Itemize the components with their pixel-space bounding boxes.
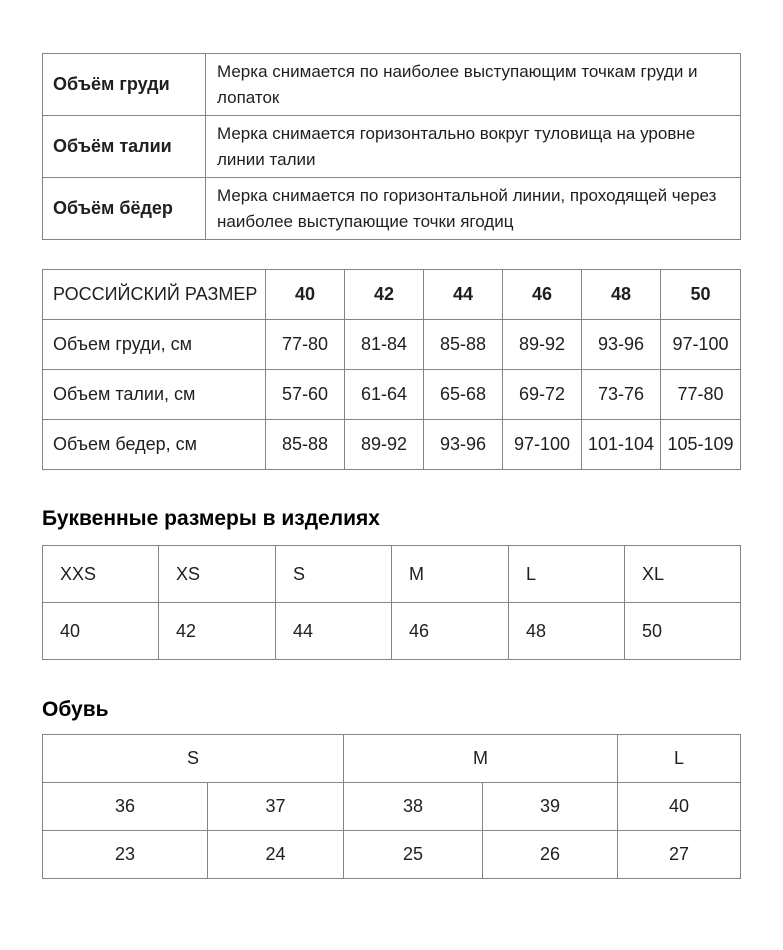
shoe-group-header: L (618, 735, 741, 783)
measurement-label: Объём талии (43, 116, 206, 178)
hips-range: 85-88 (266, 420, 345, 470)
chest-range: 89-92 (503, 320, 582, 370)
waist-range: 57-60 (266, 370, 345, 420)
numeric-size-row (43, 603, 741, 660)
russian-size-value: 46 (503, 270, 582, 320)
waist-row-label: Объем талии, см (43, 370, 266, 420)
shoe-cm-size: 26 (483, 831, 618, 879)
waist-range: 61-64 (345, 370, 424, 420)
shoe-cm-size: 24 (208, 831, 344, 879)
measurement-label: Объём груди (43, 54, 206, 116)
hips-range: 93-96 (424, 420, 503, 470)
shoe-cm-size-row (43, 831, 741, 879)
russian-size-header-label: РОССИЙСКИЙ РАЗМЕР (43, 270, 266, 320)
shoe-cm-size: 25 (344, 831, 483, 879)
chest-range: 81-84 (345, 320, 424, 370)
russian-size-table (42, 269, 741, 470)
shoe-group-header: S (43, 735, 344, 783)
measurements-table (42, 53, 741, 240)
numeric-size-cell: 48 (509, 603, 625, 660)
letter-sizes-title: Буквенные размеры в изделиях (42, 507, 380, 530)
shoe-eu-size: 39 (483, 783, 618, 831)
measurement-description: Мерка снимается по наиболее выступающим точкам груди и лопаток (206, 54, 741, 116)
shoe-eu-size: 40 (618, 783, 741, 831)
shoe-cm-size: 27 (618, 831, 741, 879)
shoe-eu-size: 37 (208, 783, 344, 831)
numeric-size-cell: 46 (392, 603, 509, 660)
shoe-eu-size-row (43, 783, 741, 831)
shoe-eu-size: 38 (344, 783, 483, 831)
russian-size-value: 50 (661, 270, 741, 320)
russian-size-value: 42 (345, 270, 424, 320)
letter-size-cell: M (392, 546, 509, 603)
waist-range: 65-68 (424, 370, 503, 420)
numeric-size-cell: 42 (159, 603, 276, 660)
shoe-group-header-row (43, 735, 741, 783)
numeric-size-cell: 40 (43, 603, 159, 660)
numeric-size-cell: 44 (276, 603, 392, 660)
waist-row (43, 370, 741, 420)
waist-range: 73-76 (582, 370, 661, 420)
russian-size-value: 40 (266, 270, 345, 320)
chest-range: 85-88 (424, 320, 503, 370)
chest-range: 93-96 (582, 320, 661, 370)
measurement-description: Мерка снимается по горизонтальной линии, проходящей через наиболее выступающие точки ягодиц (206, 178, 741, 240)
hips-range: 101-104 (582, 420, 661, 470)
waist-range: 69-72 (503, 370, 582, 420)
hips-row (43, 420, 741, 470)
letter-sizes-table (42, 545, 741, 660)
letter-size-cell: XXS (43, 546, 159, 603)
chest-row (43, 320, 741, 370)
hips-range: 97-100 (503, 420, 582, 470)
measurement-row (43, 116, 741, 178)
russian-size-header-row (43, 270, 741, 320)
measurement-description: Мерка снимается горизонтально вокруг туловища на уровне линии талии (206, 116, 741, 178)
hips-range: 105-109 (661, 420, 741, 470)
chest-range: 97-100 (661, 320, 741, 370)
shoe-group-header: M (344, 735, 618, 783)
letter-size-cell: XS (159, 546, 276, 603)
letter-size-cell: XL (625, 546, 741, 603)
letter-size-cell: S (276, 546, 392, 603)
numeric-size-cell: 50 (625, 603, 741, 660)
hips-range: 89-92 (345, 420, 424, 470)
chest-range: 77-80 (266, 320, 345, 370)
russian-size-value: 48 (582, 270, 661, 320)
hips-row-label: Объем бедер, см (43, 420, 266, 470)
measurement-label: Объём бёдер (43, 178, 206, 240)
letter-size-row (43, 546, 741, 603)
measurement-row (43, 178, 741, 240)
waist-range: 77-80 (661, 370, 741, 420)
chest-row-label: Объем груди, см (43, 320, 266, 370)
shoe-eu-size: 36 (43, 783, 208, 831)
russian-size-value: 44 (424, 270, 503, 320)
shoes-table (42, 734, 741, 879)
shoes-title: Обувь (42, 698, 109, 721)
shoe-cm-size: 23 (43, 831, 208, 879)
letter-size-cell: L (509, 546, 625, 603)
measurement-row (43, 54, 741, 116)
